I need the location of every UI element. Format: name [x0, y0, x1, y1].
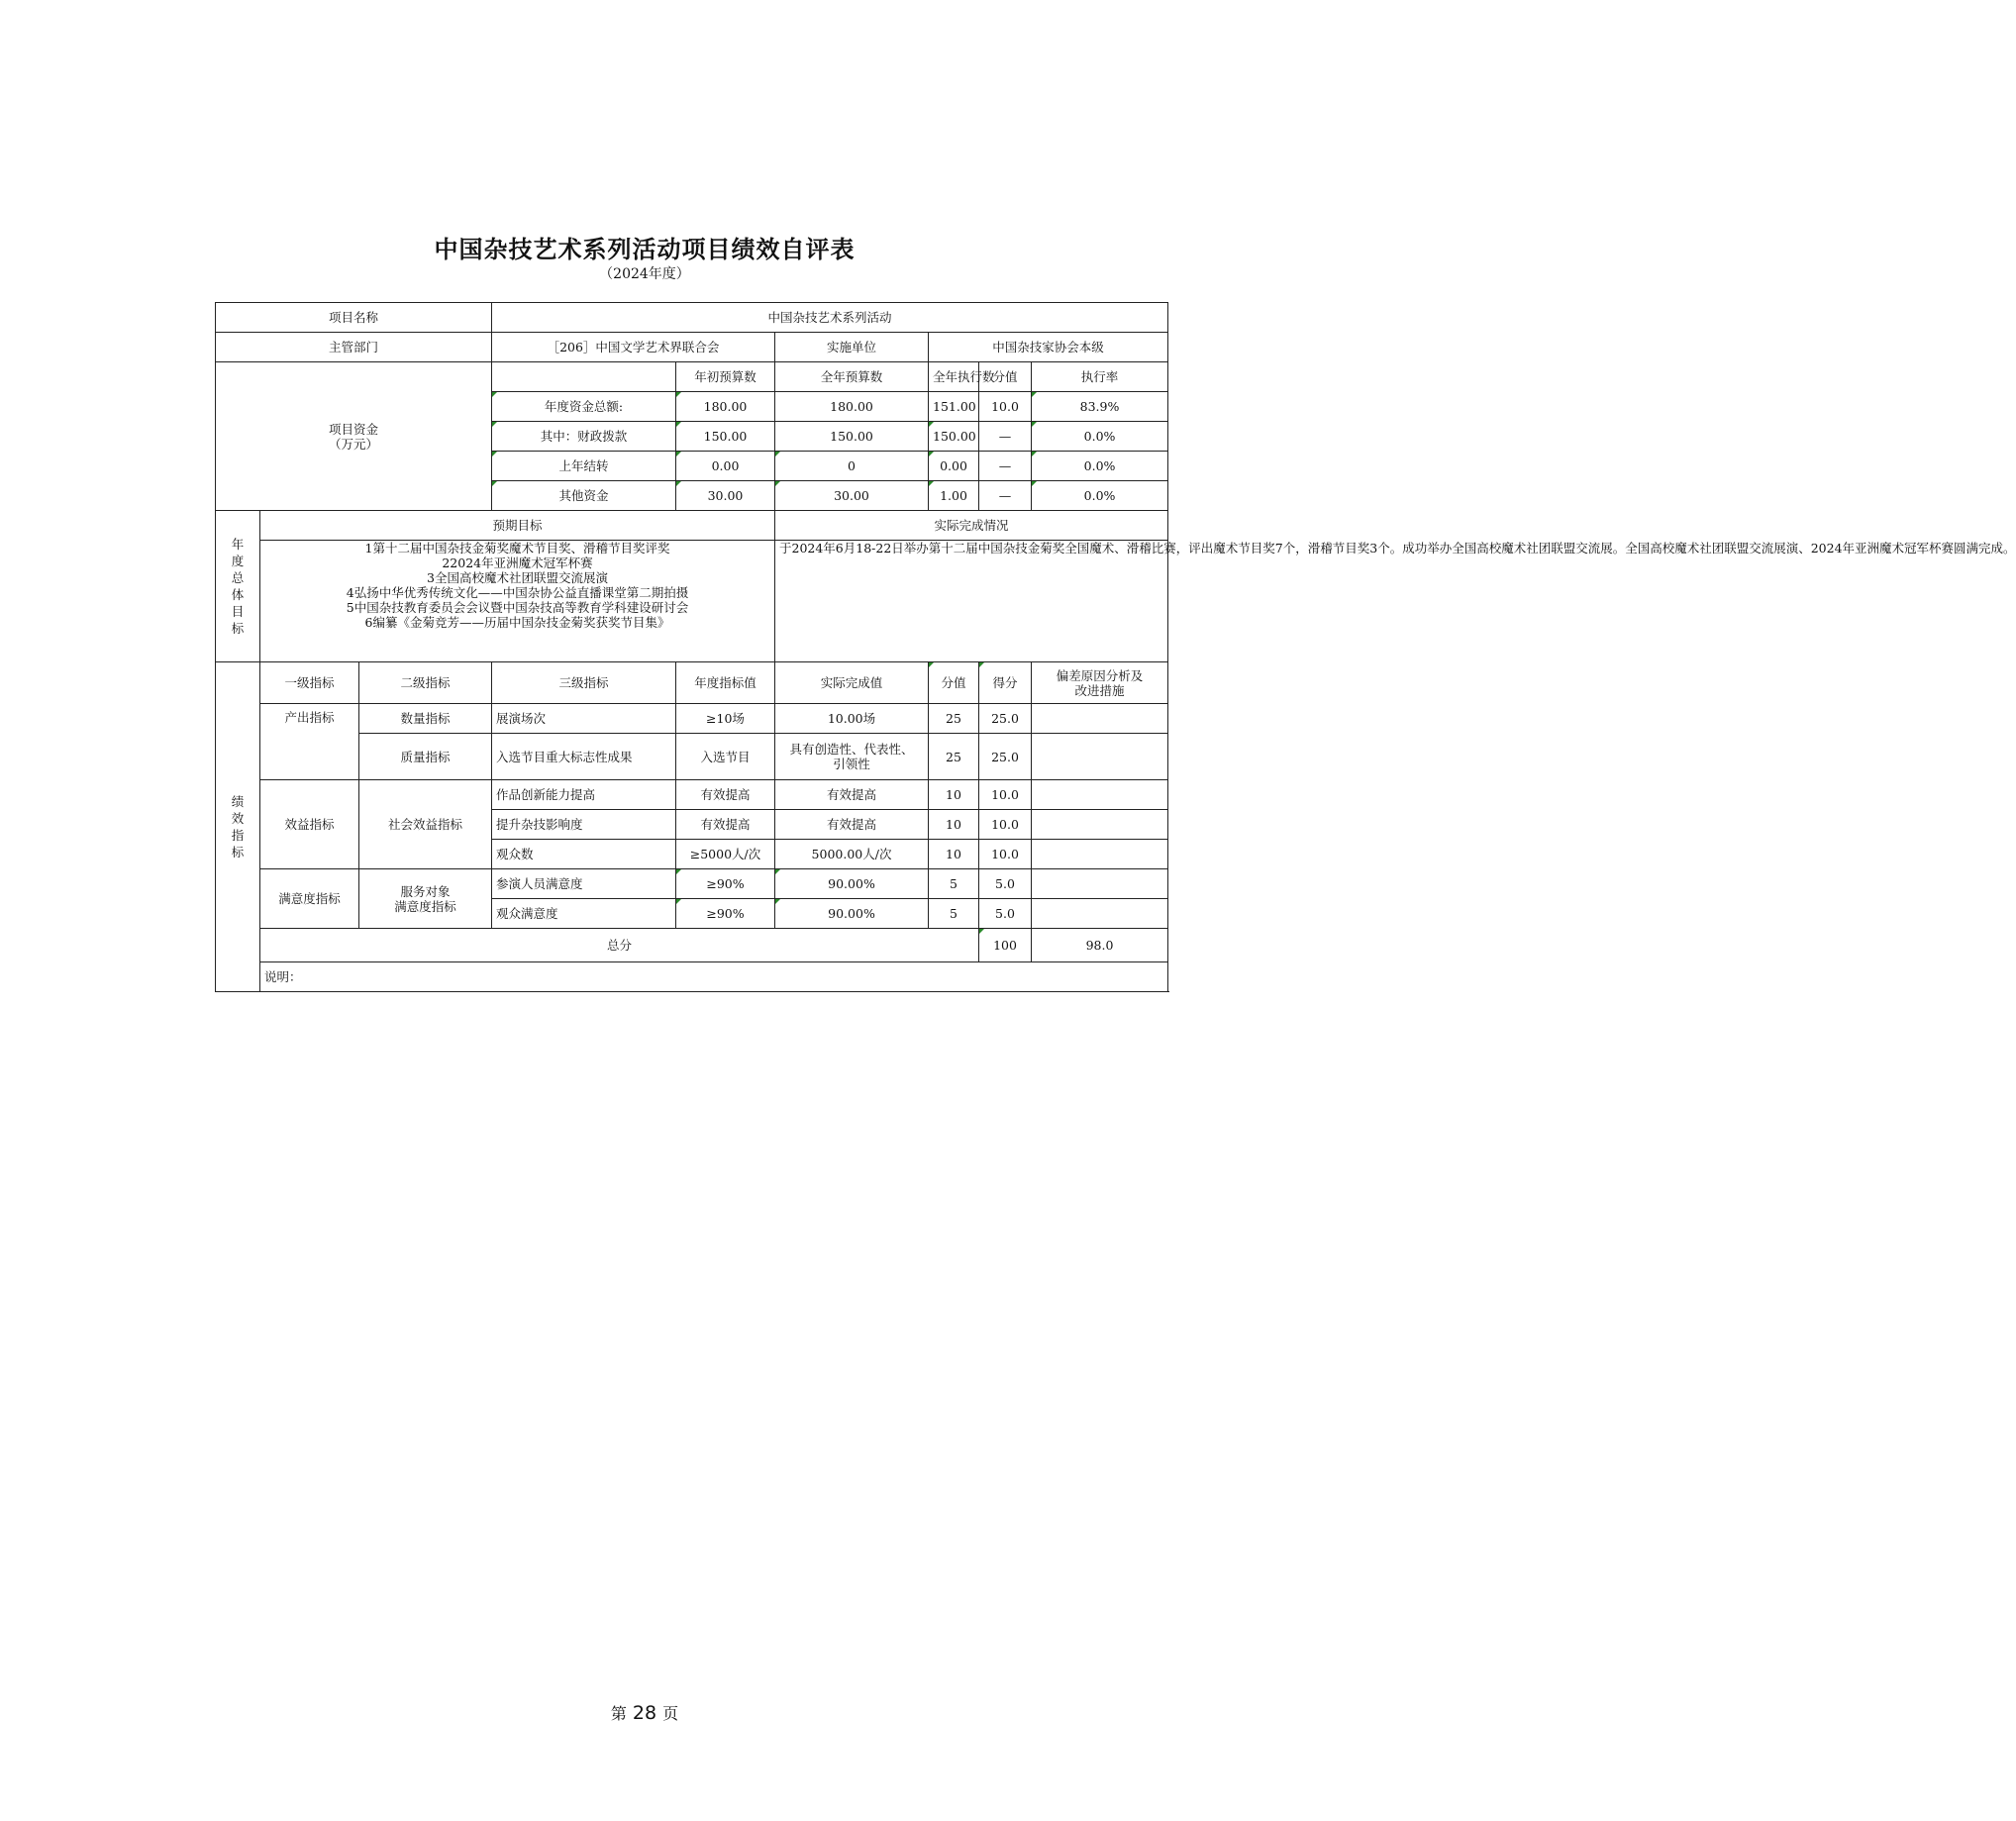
col-actual: 实际完成值: [775, 662, 929, 704]
actual-cell-line2: 引领性: [833, 757, 870, 771]
level3-cell: 观众满意度: [492, 899, 676, 929]
level2-social: 社会效益指标: [359, 780, 492, 869]
actual-cell: 5000.00人/次: [775, 840, 929, 869]
annual-goal-side-label: [216, 511, 260, 662]
funds-col-initial: 年初预算数: [676, 362, 775, 392]
goal-item: 3全国高校魔术社团联盟交流展演: [427, 570, 608, 585]
weight-cell: 5: [929, 869, 979, 899]
funds-cell: —: [979, 422, 1032, 452]
actual-cell: 90.00%: [775, 869, 929, 899]
funds-cell: 150.00: [929, 422, 979, 452]
side-char: 体: [231, 587, 245, 602]
dept-label: 主管部门: [216, 333, 492, 362]
actual-cell-line1: 具有创造性、代表性、: [789, 742, 914, 757]
footer-suffix: 页: [662, 1704, 679, 1723]
footer-prefix: 第: [610, 1704, 627, 1723]
page-number: 28: [632, 1702, 657, 1724]
deviation-cell: [1032, 810, 1168, 840]
target-cell: ≥90%: [676, 869, 775, 899]
funds-cell: 180.00: [775, 392, 929, 422]
impl-value: 中国杂技家协会本级: [929, 333, 1168, 362]
funds-row-label: 年度资金总额:: [492, 392, 676, 422]
level2-quality: 质量指标: [359, 734, 492, 780]
side-char: 效: [231, 811, 245, 826]
weight-cell: 10: [929, 840, 979, 869]
funds-cell: 180.00: [676, 392, 775, 422]
side-char: 目: [231, 604, 245, 619]
score-cell: 25.0: [979, 734, 1032, 780]
level3-cell: 入选节目重大标志性成果: [492, 734, 676, 780]
funds-cell: 0.00: [929, 452, 979, 481]
col-level2: 二级指标: [359, 662, 492, 704]
score-cell: 10.0: [979, 780, 1032, 810]
total-full-score: 100: [979, 929, 1032, 962]
funds-col-executed: 全年执行数: [929, 362, 979, 392]
target-cell: ≥5000人/次: [676, 840, 775, 869]
funds-cell: 150.00: [676, 422, 775, 452]
level3-cell: 作品创新能力提高: [492, 780, 676, 810]
col-level3: 三级指标: [492, 662, 676, 704]
funds-cell: 10.0: [979, 392, 1032, 422]
funds-col-rate: 执行率: [1032, 362, 1168, 392]
score-cell: 5.0: [979, 869, 1032, 899]
weight-cell: 25: [929, 734, 979, 780]
target-cell: 有效提高: [676, 810, 775, 840]
side-char: 度: [231, 554, 245, 568]
goal-item: 4弘扬中华优秀传统文化——中国杂协公益直播课堂第二期拍摄: [346, 585, 689, 600]
target-cell: ≥90%: [676, 899, 775, 929]
funds-cell: —: [979, 481, 1032, 511]
funds-row-label: 上年结转: [492, 452, 676, 481]
level1-output: 产出指标: [260, 704, 359, 780]
score-cell: 10.0: [979, 840, 1032, 869]
level2-service-line1: 服务对象: [400, 883, 451, 899]
actual-cell: 有效提高: [775, 810, 929, 840]
target-cell: 有效提高: [676, 780, 775, 810]
goal-item: 6编纂《金菊竞芳——历届中国杂技金菊奖获奖节目集》: [364, 615, 670, 630]
impl-label: 实施单位: [775, 333, 929, 362]
expected-goal-list: [260, 541, 775, 662]
target-cell: ≥10场: [676, 704, 775, 734]
col-deviation: [1032, 662, 1168, 704]
funds-cell: 150.00: [775, 422, 929, 452]
weight-cell: 5: [929, 899, 979, 929]
level2-quantity: 数量指标: [359, 704, 492, 734]
actual-completion-text: 于2024年6月18-22日举办第十二届中国杂技金菊奖全国魔术、滑稽比赛，评出魔术节目奖7个，滑稽节目奖3个。成功举办全国高校魔术社团联盟交流展。全国高校魔术社团联盟交流展演、2024年亚洲魔术冠军杯赛圆满完成。: [775, 541, 1168, 662]
target-cell: 入选节目: [676, 734, 775, 780]
expected-goal-header: 预期目标: [260, 511, 775, 541]
funds-cell: 0.00: [676, 452, 775, 481]
funds-cell: 0.0%: [1032, 422, 1168, 452]
score-cell: 25.0: [979, 704, 1032, 734]
funds-cell: 0: [775, 452, 929, 481]
evaluation-table: [215, 302, 2016, 992]
side-char: 绩: [231, 794, 245, 809]
level1-satisfaction: 满意度指标: [260, 869, 359, 929]
level3-cell: 展演场次: [492, 704, 676, 734]
weight-cell: 25: [929, 704, 979, 734]
col-level1: 一级指标: [260, 662, 359, 704]
deviation-cell: [1032, 780, 1168, 810]
dept-value: ［206］中国文学艺术界联合会: [492, 333, 775, 362]
goal-item: 1第十二届中国杂技金菊奖魔术节目奖、滑稽节目奖评奖: [364, 541, 670, 556]
funds-col-annual: 全年预算数: [775, 362, 929, 392]
col-weight: 分值: [929, 662, 979, 704]
funds-cell: 1.00: [929, 481, 979, 511]
funds-cell: 30.00: [676, 481, 775, 511]
page-subtitle: （2024年度）: [599, 266, 690, 282]
funds-cell: 30.00: [775, 481, 929, 511]
level3-cell: 参演人员满意度: [492, 869, 676, 899]
deviation-cell: [1032, 840, 1168, 869]
deviation-cell: [1032, 704, 1168, 734]
side-char: 年: [231, 537, 245, 552]
actual-completion-header: 实际完成情况: [775, 511, 1168, 541]
actual-cell: [775, 734, 929, 780]
funds-cell: 83.9%: [1032, 392, 1168, 422]
side-char: 标: [231, 845, 245, 860]
deviation-cell: [1032, 734, 1168, 780]
note-label: 说明：: [260, 962, 1168, 992]
funds-row-label: 其他资金: [492, 481, 676, 511]
indicators-side-label: [216, 662, 260, 992]
actual-cell: 90.00%: [775, 899, 929, 929]
weight-cell: 10: [929, 780, 979, 810]
funds-cell: 0.0%: [1032, 481, 1168, 511]
level1-benefit: 效益指标: [260, 780, 359, 869]
col-target: 年度指标值: [676, 662, 775, 704]
actual-cell: 有效提高: [775, 780, 929, 810]
side-char: 标: [231, 621, 245, 636]
score-cell: 5.0: [979, 899, 1032, 929]
side-char: 总: [231, 570, 245, 585]
deviation-cell: [1032, 869, 1168, 899]
level3-cell: 提升杂技影响度: [492, 810, 676, 840]
funds-cell: 0.0%: [1032, 452, 1168, 481]
funds-header-blank: [492, 362, 676, 392]
page-footer: [0, 1701, 1289, 1724]
funds-label: [216, 362, 492, 511]
total-label: 总分: [260, 929, 979, 962]
goal-item: 22024年亚洲魔术冠军杯赛: [442, 556, 593, 570]
funds-row-label: 其中：财政拨款: [492, 422, 676, 452]
total-score: 98.0: [1032, 929, 1168, 962]
level2-service-line2: 满意度指标: [394, 898, 456, 914]
col-score: 得分: [979, 662, 1032, 704]
level2-service: [359, 869, 492, 929]
funds-col-weight: 分值: [979, 362, 1032, 392]
funds-cell: 151.00: [929, 392, 979, 422]
funds-cell: —: [979, 452, 1032, 481]
project-name-label: 项目名称: [216, 303, 492, 333]
col-deviation-line2: 改进措施: [1074, 682, 1125, 698]
actual-cell: 10.00场: [775, 704, 929, 734]
deviation-cell: [1032, 899, 1168, 929]
funds-label-line2: （万元）: [328, 436, 378, 452]
page-title: 中国杂技艺术系列活动项目绩效自评表: [434, 236, 856, 263]
col-deviation-line1: 偏差原因分析及: [1056, 667, 1144, 683]
level3-cell: 观众数: [492, 840, 676, 869]
score-cell: 10.0: [979, 810, 1032, 840]
goal-item: 5中国杂技教育委员会会议暨中国杂技高等教育学科建设研讨会: [346, 600, 689, 615]
side-char: 指: [231, 828, 245, 843]
funds-label-line1: 项目资金: [328, 421, 378, 437]
weight-cell: 10: [929, 810, 979, 840]
project-name-value: 中国杂技艺术系列活动: [492, 303, 1168, 333]
